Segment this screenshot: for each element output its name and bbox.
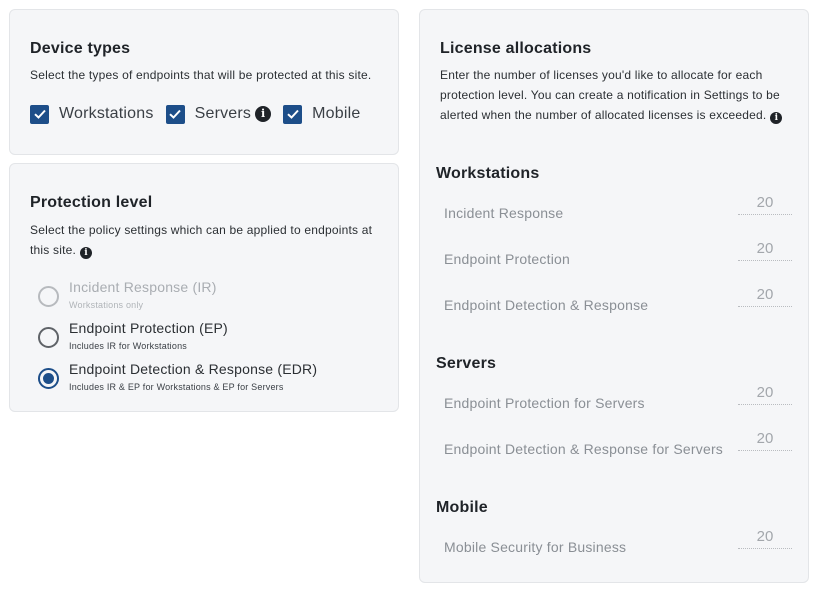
checkbox-checked-icon[interactable] [166, 105, 185, 124]
license-label: Mobile Security for Business [444, 539, 627, 555]
radio-incident-response-sub: Workstations only [69, 300, 144, 310]
license-group-workstations: Workstations [436, 165, 540, 182]
device-type-checkboxes [30, 103, 372, 125]
license-label: Endpoint Detection & Response for Servers [444, 441, 724, 457]
license-description-text: alerted when the number of allocated licenses is exceeded. [440, 108, 767, 122]
info-icon[interactable]: i [770, 112, 782, 124]
license-label: Endpoint Protection [444, 251, 570, 267]
license-count-input[interactable] [738, 191, 792, 215]
radio-endpoint-protection-label: Endpoint Protection (EP) [69, 320, 228, 336]
radio-endpoint-protection-sub: Includes IR for Workstations [69, 341, 187, 351]
license-group-mobile: Mobile [436, 499, 488, 516]
checkbox-checked-icon[interactable] [283, 105, 302, 124]
protection-level-description-line1: Select the policy settings which can be applied to endpoints at [30, 223, 373, 237]
checkbox-workstations-label: Workstations [59, 105, 154, 122]
license-allocations-description [440, 65, 782, 125]
radio-endpoint-protection[interactable] [38, 319, 228, 353]
radio-unchecked-icon[interactable] [38, 286, 59, 307]
info-icon[interactable]: i [255, 106, 271, 122]
license-count-input[interactable] [738, 381, 792, 405]
device-types-description: Select the types of endpoints that will be protected at this site. [30, 68, 372, 82]
license-count-input[interactable] [738, 283, 792, 307]
radio-edr-label: Endpoint Detection & Response (EDR) [69, 361, 318, 377]
device-types-title: Device types [30, 40, 131, 57]
radio-edr-sub: Includes IR & EP for Workstations & EP for Servers [69, 382, 284, 392]
checkbox-mobile-label: Mobile [312, 105, 361, 122]
license-label: Incident Response [444, 205, 564, 221]
license-description-line1: Enter the number of licenses you'd like to allocate for each [440, 68, 763, 82]
protection-level-description-line2 [30, 240, 372, 260]
radio-checked-icon[interactable] [38, 368, 59, 389]
license-label: Endpoint Detection & Response [444, 297, 649, 313]
radio-unchecked-icon[interactable] [38, 327, 59, 348]
protection-level-description [30, 220, 372, 260]
radio-incident-response[interactable] [38, 278, 217, 312]
checkbox-servers[interactable] [166, 105, 272, 124]
license-group-servers: Servers [436, 355, 497, 372]
checkbox-checked-icon[interactable] [30, 105, 49, 124]
license-count-input[interactable] [738, 525, 792, 549]
info-icon[interactable]: i [80, 247, 92, 259]
license-count-input[interactable] [738, 237, 792, 261]
license-description-line2: protection level. You can create a notification in Settings to be [440, 88, 780, 102]
radio-incident-response-label: Incident Response (IR) [69, 279, 217, 295]
license-label: Endpoint Protection for Servers [444, 395, 645, 411]
license-description-line3 [440, 105, 782, 125]
checkbox-workstations[interactable] [30, 105, 154, 124]
protection-level-description-text: this site. [30, 243, 77, 257]
protection-level-title: Protection level [30, 194, 153, 211]
checkbox-servers-label: Servers [194, 105, 252, 122]
license-count-input[interactable] [738, 427, 792, 451]
checkbox-mobile[interactable] [283, 105, 360, 124]
license-allocations-title: License allocations [440, 40, 592, 57]
radio-edr[interactable] [38, 360, 317, 394]
